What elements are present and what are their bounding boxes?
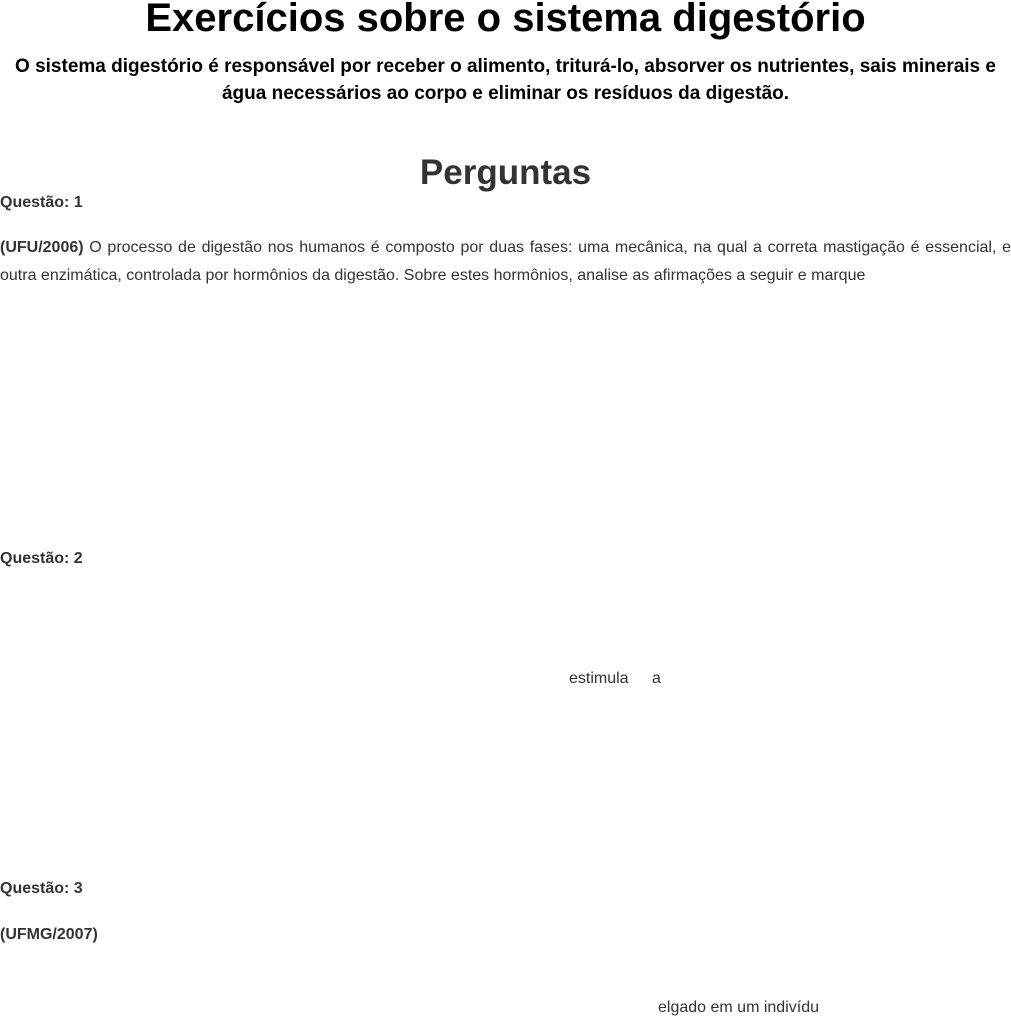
question-3-label: Questão: 3: [0, 880, 83, 897]
question-1-body: [0, 234, 1011, 290]
question-2-text-fragment: a: [652, 670, 661, 687]
question-2-label: Questão: 2: [0, 550, 83, 567]
page-title: Exercícios sobre o sistema digestório: [145, 0, 866, 40]
question-2-text-fragment: estimula: [569, 670, 629, 687]
section-title-perguntas: Perguntas: [419, 153, 592, 192]
question-3-source: (UFMG/2007): [0, 926, 98, 943]
question-1-source: (UFU/2006): [0, 239, 84, 256]
page-subtitle: O sistema digestório é responsável por receber o alimento, triturá-lo, absorver os nutrientes, sais minerais e água necessários ao corpo e eliminar os resíduos da digestão.: [15, 56, 996, 104]
question-3-text-fragment: elgado em um indivídu: [658, 999, 819, 1016]
question-1-label: Questão: 1: [0, 194, 83, 211]
question-1-text: O processo de digestão nos humanos é composto por duas fases: uma mecânica, na qual a correta mastigação é essencial, e outra enzimática, controlada por hormônios da digestão. Sobre estes hormônios, analise as afirmações a seguir e marque: [0, 239, 1011, 284]
